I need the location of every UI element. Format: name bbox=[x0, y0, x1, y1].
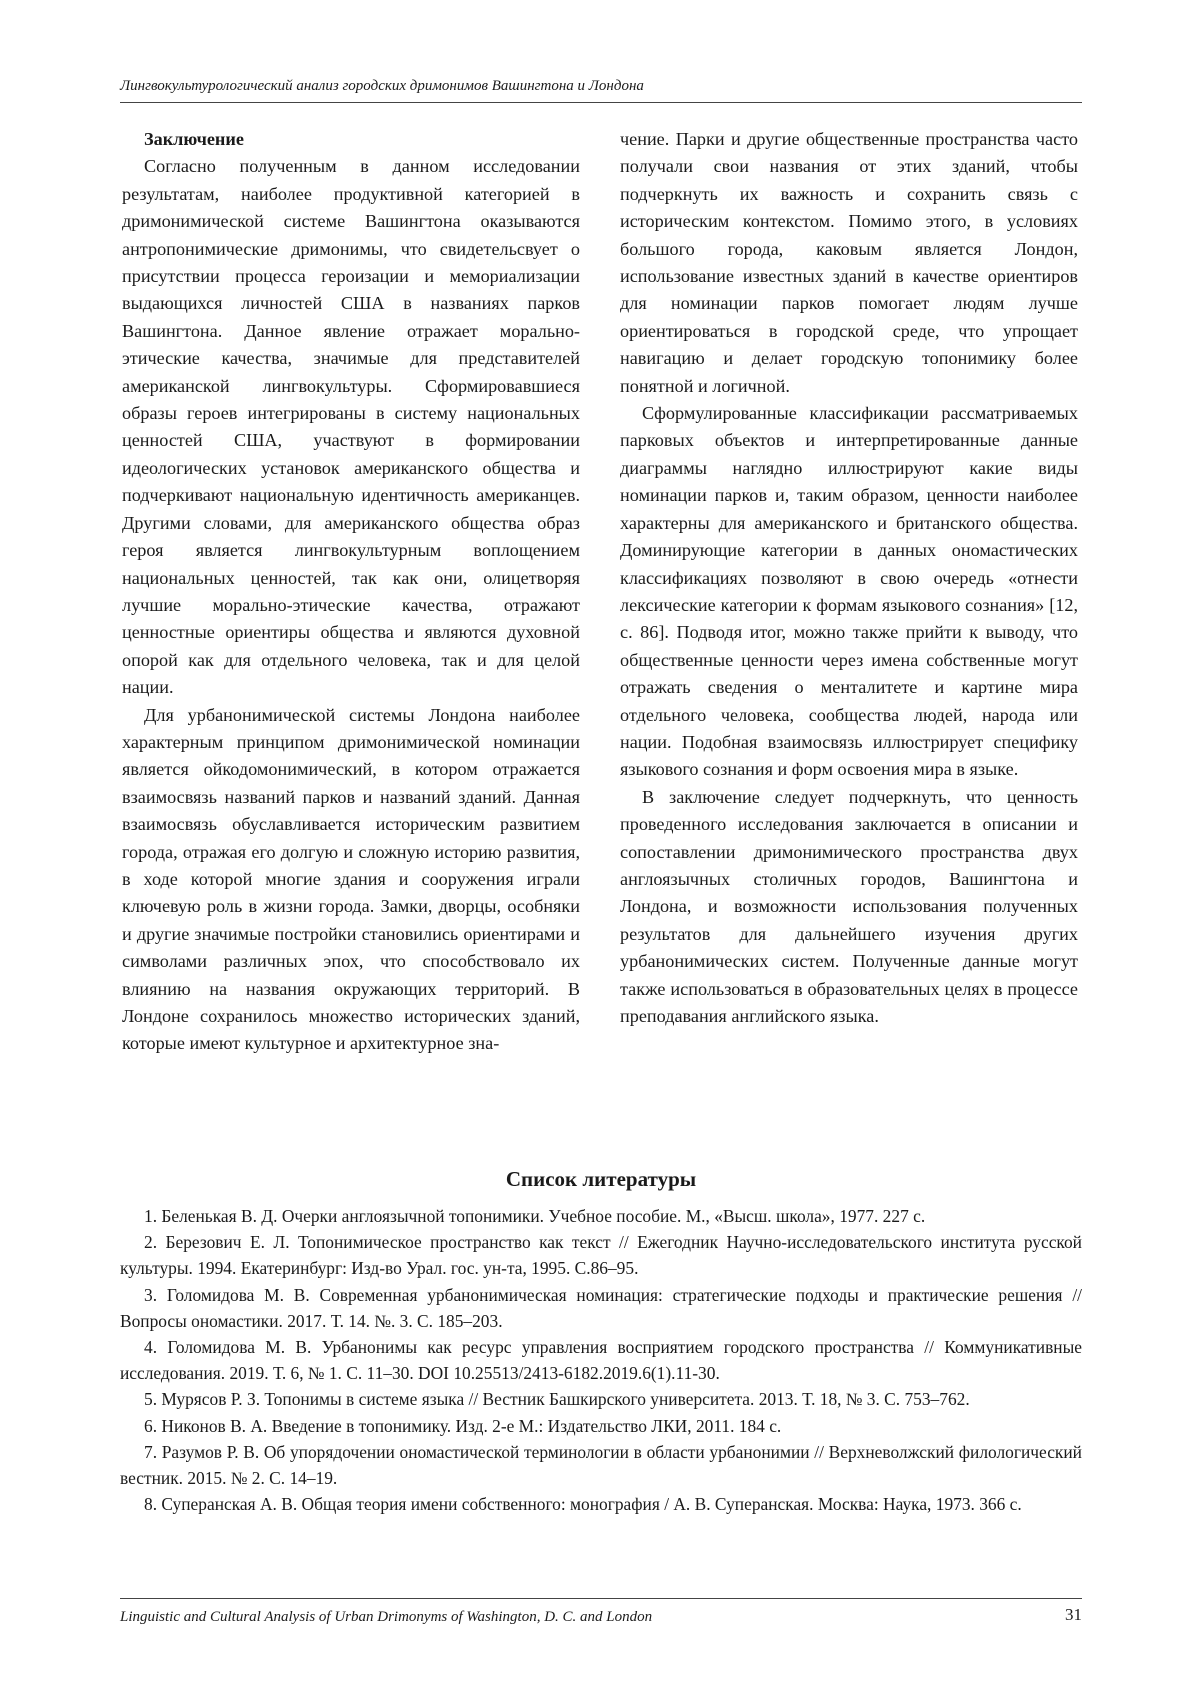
conclusion-paragraph-3: Сформулированные классификации рассматриваемых парковых объектов и интерпретированные данные диаграммы наглядно иллюстрируют какие виды номинации парков и, таким образом, ценности наиболее характерны для американского и британского общества. Доминирующие категории в данных ономастических классификациях позволяют в свою очередь «отнести лексические категории к формам языкового сознания» [12, с. 86]. Подводя итог, можно также прийти к выводу, что общественные ценности через имена собственные могут отражать сведения о менталитете и картине мира отдельного человека, сообщества людей, народа или нации. Подобная взаимосвязь иллюстрирует специфику языкового сознания и форм освоения мира в языке. bbox=[620, 403, 1078, 780]
reference-item-7: 7. Разумов Р. В. Об упорядочении ономастической терминологии в области урбанонимии // Верхневолжский филологический вестник. 2015. № 2. С. 14–19. bbox=[120, 1441, 1082, 1489]
reference-item-5: 5. Мурясов Р. З. Топонимы в системе языка // Вестник Башкирского университета. 2013. Т. 18, № 3. С. 753–762. bbox=[144, 1389, 970, 1410]
conclusion-heading: Заключение bbox=[144, 129, 244, 149]
running-head: Лингвокультурологический анализ городских дримонимов Вашингтона и Лондона bbox=[120, 78, 644, 94]
conclusion-paragraph-2-continuation: чение. Парки и другие общественные пространства часто получали свои названия от этих зданий, чтобы подчеркнуть их важность и сохранить связь с историческим контекстом. Помимо этого, в условиях большого города, каковым является Лондон, использование известных зданий в качестве ориентиров для номинации парков помогает людям лучше ориентироваться в городской среде, что упрощает навигацию и делает городскую топонимику более понятной и логичной. bbox=[620, 129, 1078, 396]
reference-item-6: 6. Никонов В. А. Введение в топонимику. Изд. 2-е М.: Издательство ЛКИ, 2011. 184 с. bbox=[144, 1415, 782, 1436]
left-column bbox=[122, 126, 580, 1058]
references-list bbox=[120, 1203, 1082, 1517]
reference-item-2: 2. Березович Е. Л. Топонимическое пространство как текст // Ежегодник Научно-исследовательского института русской культуры. 1994. Екатеринбург: Изд-во Урал. гос. ун-та, 1995. С.86–95. bbox=[120, 1232, 1082, 1279]
page-number: 31 bbox=[1065, 1605, 1082, 1624]
reference-item-4: 4. Голомидова М. В. Урбанонимы как ресурс управления восприятием городского пространства // Коммуникативные исследования. 2019. Т. 6, № 1. С. 11–30. DOI 10.25513/2413-6182.2019.6(1).11-30. bbox=[120, 1337, 1082, 1384]
references-title: Список литературы bbox=[505, 1167, 697, 1191]
conclusion-paragraph-4: В заключение следует подчеркнуть, что ценность проведенного исследования заключается в описании и сопоставлении дримонимического пространства двух англоязычных столичных городов, Вашингтона и Лондона, и возможности использования полученных результатов для дальнейшего изучения других урбанонимических систем. Полученные данные могут также использоваться в образовательных целях в процессе преподавания английского языка. bbox=[620, 786, 1078, 1026]
conclusion-paragraph-2: Для урбанонимической системы Лондона наиболее характерным принципом дримонимической номинации является ойкодомонимический, в котором отражается взаимосвязь названий парков и названий зданий. Данная взаимосвязь обуславливается историческим развитием города, отражая его долгую и сложную историю развития, в ходе которой многие здания и сооружения играли ключевую роль в жизни города. Замки, дворцы, особняки и другие значимые постройки становились ориентирами и символами различных эпох, что способствовало их влиянию на названия окружающих территорий. В Лондоне сохранилось множество исторических зданий, которые имеют культурное и архитектурное зна- bbox=[122, 704, 580, 1054]
reference-item-3: 3. Голомидова М. В. Современная урбанонимическая номинация: стратегические подходы и практические решения // Вопросы ономастики. 2017. Т. 14. №. 3. С. 185–203. bbox=[120, 1284, 1082, 1331]
running-foot: Linguistic and Cultural Analysis of Urban Drimonyms of Washington, D. C. and London bbox=[120, 1609, 653, 1625]
header-divider bbox=[120, 102, 1082, 103]
right-column bbox=[620, 126, 1078, 1030]
reference-item-8: 8. Суперанская А. В. Общая теория имени собственного: монография / А. В. Суперанская. Москва: Наука, 1973. 366 с. bbox=[144, 1494, 1022, 1515]
footer-divider bbox=[120, 1598, 1082, 1599]
reference-item-1: 1. Беленькая В. Д. Очерки англоязычной топонимики. Учебное пособие. М., «Высш. школа», 1977. 227 с. bbox=[144, 1206, 926, 1226]
conclusion-paragraph-1: Согласно полученным в данном исследовании результатам, наиболее продуктивной категорией в дримонимической системе Вашингтона оказываются антропонимические дримонимы, что свидетельсвует о присутствии процесса героизации и мемориализации выдающихся личностей США в названиях парков Вашингтона. Данное явление отражает морально-этические качества, значимые для представителей американской лингвокультуры. Сформировавшиеся образы героев интегрированы в систему национальных ценностей США, участвуют в формировании идеологических установок американского общества и подчеркивают национальную идентичность американцев. Другими словами, для американского общества образ героя является лингвокультурным воплощением национальных ценностей, так как они, олицетворяя лучшие морально-этические качества, отражают ценностные ориентиры общества и являются духовной опорой как для отдельного человека, так и для целой нации. bbox=[122, 156, 580, 698]
